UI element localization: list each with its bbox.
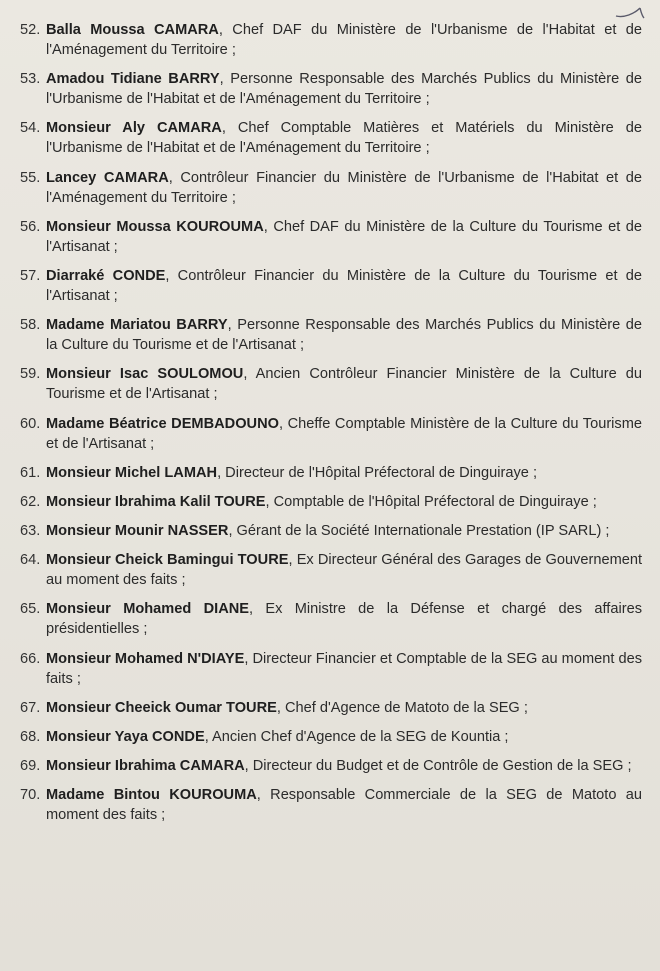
- entry-description: , Contrôleur Financier du Ministère de la Culture du Tourisme et de l'Artisanat ;: [46, 267, 642, 304]
- entry-name: Lancey CAMARA: [46, 169, 169, 186]
- entry-number: 63.: [20, 523, 41, 540]
- entry-name: Balla Moussa CAMARA: [46, 22, 219, 38]
- entry-number: 64.: [20, 552, 41, 569]
- entry-text: [46, 118, 642, 158]
- list-item: [20, 364, 642, 404]
- entry-name: Madame Mariatou BARRY: [46, 317, 228, 334]
- entry-text: [46, 69, 642, 109]
- entry-description: , Contrôleur Financier du Ministère de l'Urbanisme de l'Habitat et de l'Aménagement du Territoire ;: [46, 169, 643, 206]
- entry-number: 57.: [20, 267, 41, 284]
- list-item: [20, 414, 642, 454]
- entry-number: 61.: [20, 464, 41, 481]
- entry-text: [46, 315, 642, 355]
- list-item: [20, 217, 642, 257]
- entry-text: [46, 492, 642, 512]
- entry-text: [46, 20, 642, 60]
- entry-number: 54.: [20, 120, 41, 137]
- entry-description: , Directeur de l'Hôpital Préfectoral de Dinguiraye ;: [217, 464, 538, 481]
- entry-name: Monsieur Moussa KOUROUMA: [46, 218, 264, 235]
- entry-text: [46, 649, 642, 689]
- list-item: [20, 756, 642, 776]
- list-item: [20, 521, 642, 541]
- entry-name: Amadou Tidiane BARRY: [46, 71, 220, 88]
- entry-description: , Cheffe Comptable Ministère de la Culture du Tourisme et de l'Artisanat ;: [46, 415, 642, 452]
- entry-name: Madame Bintou KOUROUMA: [46, 787, 257, 804]
- entry-name: Monsieur Mounir NASSER: [46, 523, 229, 540]
- handwritten-mark-icon: [610, 2, 650, 22]
- entry-name: Monsieur Ibrahima Kalil TOURE: [46, 493, 266, 510]
- entry-text: [46, 550, 642, 590]
- entry-description: , Chef d'Agence de Matoto de la SEG ;: [276, 699, 528, 716]
- entry-name: Monsieur Ibrahima CAMARA: [46, 758, 245, 775]
- entry-description: , Personne Responsable des Marchés Publics du Ministère de la Culture du Tourisme et de l'Artisanat ;: [46, 317, 643, 354]
- entry-name: Monsieur Aly CAMARA: [46, 120, 222, 137]
- entry-name: Monsieur Michel LAMAH: [46, 464, 218, 481]
- entry-number: 52.: [20, 22, 41, 38]
- entry-number: 59.: [20, 366, 41, 383]
- list-item: [20, 118, 642, 158]
- list-item: [20, 698, 642, 718]
- entry-number: 58.: [20, 317, 41, 334]
- entry-number: 55.: [20, 169, 41, 186]
- entry-text: [46, 217, 642, 257]
- entry-number: 69.: [20, 758, 41, 775]
- entry-text: [46, 463, 642, 483]
- list-item: [20, 266, 642, 306]
- entry-name: Monsieur Cheick Bamingui TOURE: [46, 552, 289, 569]
- entry-description: , Comptable de l'Hôpital Préfectoral de Dinguiraye ;: [265, 493, 597, 510]
- entry-number: 66.: [20, 650, 41, 667]
- entry-description: , Ancien Contrôleur Financier Ministère de la Culture du Tourisme et de l'Artisanat ;: [46, 366, 642, 403]
- list-item: [20, 492, 642, 512]
- entry-text: [46, 698, 642, 718]
- entry-name: Monsieur Cheeick Oumar TOURE: [46, 699, 277, 716]
- list-item: [20, 550, 642, 590]
- entry-name: Madame Béatrice DEMBADOUNO: [46, 415, 279, 432]
- entry-number: 62.: [20, 493, 41, 510]
- entry-number: 67.: [20, 699, 41, 716]
- entry-description: , Ex Ministre de la Défense et chargé des affaires présidentielles ;: [46, 601, 642, 638]
- entry-name: Monsieur Mohamed DIANE: [46, 601, 250, 618]
- entry-number: 65.: [20, 601, 41, 618]
- entry-description: , Personne Responsable des Marchés Publics du Ministère de l'Urbanisme de l'Habitat et de l'Aménagement du Territoire ;: [46, 71, 642, 108]
- entry-description: , Chef Comptable Matières et Matériels du Ministère de l'Urbanisme de l'Habitat et de l'Aménagement du Territoire ;: [46, 120, 642, 157]
- entry-number: 56.: [20, 218, 41, 235]
- entry-name: Diarraké CONDE: [46, 267, 166, 284]
- entry-text: [46, 414, 642, 454]
- entry-description: , Directeur du Budget et de Contrôle de Gestion de la SEG ;: [244, 758, 632, 775]
- entry-text: [46, 756, 642, 776]
- entry-description: , Responsable Commerciale de la SEG de Matoto au moment des faits ;: [46, 787, 642, 824]
- list-item: [20, 463, 642, 483]
- entry-description: , Gérant de la Société Internationale Prestation (IP SARL) ;: [228, 523, 610, 540]
- entry-text: [46, 364, 642, 404]
- entry-description: , Directeur Financier et Comptable de la SEG au moment des faits ;: [46, 650, 642, 687]
- list-item: [20, 599, 642, 639]
- entry-text: [46, 521, 642, 541]
- list-item: [20, 69, 642, 109]
- entry-name: Monsieur Mohamed N'DIAYE: [46, 650, 245, 667]
- entry-description: , Chef DAF du Ministère de l'Urbanisme de l'Habitat et de l'Aménagement du Territoire ;: [46, 22, 642, 58]
- entry-text: [46, 266, 642, 306]
- entry-text: [46, 168, 642, 208]
- entry-text: [46, 599, 642, 639]
- list-item: [20, 785, 642, 825]
- entry-text: [46, 785, 642, 825]
- entry-list: [20, 20, 642, 825]
- entry-number: 53.: [20, 71, 41, 88]
- list-item: [20, 727, 642, 747]
- entry-number: 68.: [20, 729, 41, 745]
- entry-text: [46, 727, 642, 747]
- list-item: [20, 649, 642, 689]
- entry-description: , Chef DAF du Ministère de la Culture du Tourisme et de l'Artisanat ;: [46, 218, 642, 255]
- entry-name: Monsieur Isac SOULOMOU: [46, 366, 244, 383]
- entry-number: 60.: [20, 415, 41, 432]
- entry-name: Monsieur Yaya CONDE: [46, 729, 205, 745]
- entry-description: , Ex Directeur Général des Garages de Gouvernement au moment des faits ;: [46, 552, 643, 589]
- entry-description: , Ancien Chef d'Agence de la SEG de Kountia ;: [204, 729, 509, 745]
- list-item: [20, 20, 642, 60]
- entry-number: 70.: [20, 787, 41, 804]
- list-item: [20, 168, 642, 208]
- list-item: [20, 315, 642, 355]
